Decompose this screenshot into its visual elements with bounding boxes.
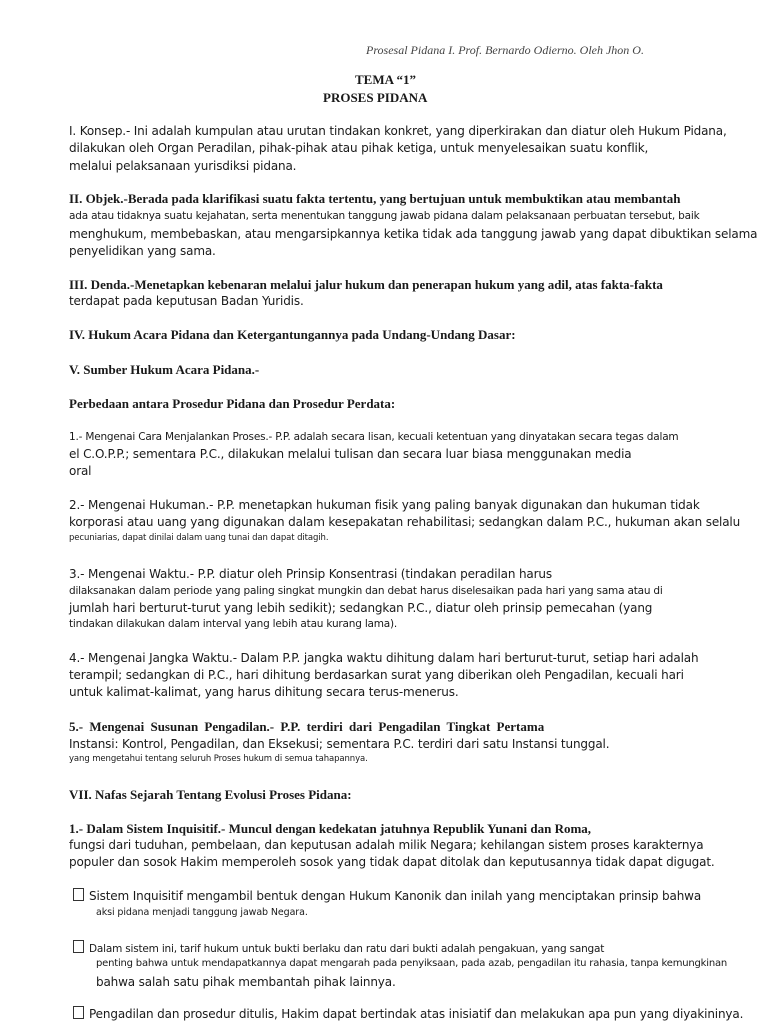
bullet-3-line-1: Pengadilan dan prosedur ditulis, Hakim dapat bertindak atas inisiatif dan melakukan apa pun yang diyakininya.: [89, 1007, 744, 1021]
item4-line-3: untuk kalimat-kalimat, yang harus dihitung secara terus-menerus.: [69, 685, 459, 699]
inquisitif-line-2: fungsi dari tuduhan, pembelaan, dan keputusan adalah milik Negara; kehilangan sistem proses karakternya: [69, 838, 704, 852]
perbedaan-heading: Perbedaan antara Prosedur Pidana dan Prosedur Perdata:: [69, 396, 396, 411]
item3-line-1: 3.- Mengenai Waktu.- P.P. diatur oleh Prinsip Konsentrasi (tindakan peradilan harus: [69, 567, 552, 581]
bullet-item-2: [73, 940, 604, 955]
sumber-heading: V. Sumber Hukum Acara Pidana.-: [69, 362, 260, 377]
denda-heading: III. Denda.-Menetapkan kebenaran melalui jalur hukum dan penerapan hukum yang adil, atas fakta-fakta: [69, 277, 663, 292]
konsep-line-1: I. Konsep.- Ini adalah kumpulan atau urutan tindakan konkret, yang diperkirakan dan diatur oleh Hukum Pidana,: [69, 124, 727, 138]
bullet-1-line-2: aksi pidana menjadi tanggung jawab Negara.: [96, 907, 308, 918]
bullet-2-line-1: Dalam sistem ini, tarif hukum untuk bukti berlaku dan ratu dari bukti adalah pengakuan, yang sangat: [89, 943, 605, 955]
item1-line-1: 1.- Mengenai Cara Menjalankan Proses.- P.P. adalah secara lisan, kecuali ketentuan yang dinyatakan secara tegas dalam: [69, 431, 679, 443]
hukum-acara-heading: IV. Hukum Acara Pidana dan Ketergantungannya pada Undang-Undang Dasar:: [69, 327, 516, 342]
inquisitif-heading: 1.- Dalam Sistem Inquisitif.- Muncul dengan kedekatan jatuhnya Republik Yunani dan Roma,: [69, 821, 592, 836]
item1-line-3: oral: [69, 464, 92, 478]
objek-heading: II. Objek.-Berada pada klarifikasi suatu fakta tertentu, yang bertujuan untuk membuktikan atau membantah: [69, 191, 681, 206]
denda-line-2: terdapat pada keputusan Badan Yuridis.: [69, 294, 304, 308]
item5-line-2: Instansi: Kontrol, Pengadilan, dan Eksekusi; sementara P.C. terdiri dari satu Instansi tunggal.: [69, 737, 610, 751]
item3-line-2: dilaksanakan dalam periode yang paling singkat mungkin dan debat harus diselesaikan pada hari yang sama atau di: [69, 585, 663, 597]
item2-line-2: korporasi atau uang yang digunakan dalam kesepakatan rehabilitasi; sedangkan dalam P.C., hukuman akan selalu: [69, 515, 741, 529]
item3-line-4: tindakan dilakukan dalam interval yang lebih atau kurang lama).: [69, 618, 398, 630]
item5-heading: 5.- Mengenai Susunan Pengadilan.- P.P. terdiri dari Pengadilan Tingkat Pertama: [69, 719, 545, 734]
item1-line-2: el C.O.P.P.; sementara P.C., dilakukan melalui tulisan dan secara luar biasa menggunakan media: [69, 447, 632, 461]
item2-line-3: pecuniarias, dapat dinilai dalam uang tunai dan dapat ditagih.: [69, 533, 329, 543]
bullet-item-3: [73, 1006, 743, 1021]
running-header: Prosesal Pidana I. Prof. Bernardo Odierno. Oleh Jhon O.: [366, 43, 644, 57]
konsep-line-2: dilakukan oleh Organ Peradilan, pihak-pihak atau pihak ketiga, untuk menyelesaikan suatu konflik,: [69, 141, 649, 155]
objek-line-2: ada atau tidaknya suatu kejahatan, serta menentukan tanggung jawab pidana dalam pelaksanaan perbuatan tersebut, baik: [69, 210, 700, 222]
inquisitif-line-3: populer dan sosok Hakim memperoleh sosok yang tidak dapat ditolak dan keputusannya tidak dapat digugat.: [69, 855, 715, 869]
page-title: PROSES PIDANA: [323, 90, 428, 105]
item4-line-1: 4.- Mengenai Jangka Waktu.- Dalam P.P. jangka waktu dihitung dalam hari berturut-turut, setiap hari adalah: [69, 651, 699, 665]
bullet-box-icon: [73, 1006, 84, 1019]
item2-line-1: 2.- Mengenai Hukuman.- P.P. menetapkan hukuman fisik yang paling banyak digunakan dan hukuman tidak: [69, 498, 700, 512]
objek-line-4: penyelidikan yang sama.: [69, 244, 216, 258]
konsep-line-3: melalui pelaksanaan yurisdiksi pidana.: [69, 159, 297, 173]
item4-line-2: terampil; sedangkan di P.C., hari dihitung berdasarkan surat yang diberikan oleh Pengadilan, kecuali hari: [69, 668, 684, 682]
item5-line-3: yang mengetahui tentang seluruh Proses hukum di semua tahapannya.: [69, 754, 368, 764]
bullet-item-1: [73, 888, 701, 903]
bullet-box-icon: [73, 940, 84, 953]
topic-title: TEMA “1”: [355, 72, 417, 87]
objek-line-3: menghukum, membebaskan, atau mengarsipkannya ketika tidak ada tanggung jawab yang dapat dibuktikan selama: [69, 227, 758, 241]
nafas-heading: VII. Nafas Sejarah Tentang Evolusi Proses Pidana:: [69, 787, 352, 802]
item3-line-3: jumlah hari berturut-turut yang lebih sedikit); sedangkan P.C., diatur oleh prinsip pemecahan (yang: [69, 601, 653, 615]
bullet-2-line-3: bahwa salah satu pihak membantah pihak lainnya.: [96, 975, 396, 989]
bullet-2-line-2: penting bahwa untuk mendapatkannya dapat mengarah pada penyiksaan, pada azab, pengadilan itu rahasia, tanpa kemungkinan: [96, 958, 728, 969]
bullet-1-line-1: Sistem Inquisitif mengambil bentuk dengan Hukum Kanonik dan inilah yang menciptakan prinsip bahwa: [89, 889, 702, 903]
bullet-box-icon: [73, 888, 84, 901]
